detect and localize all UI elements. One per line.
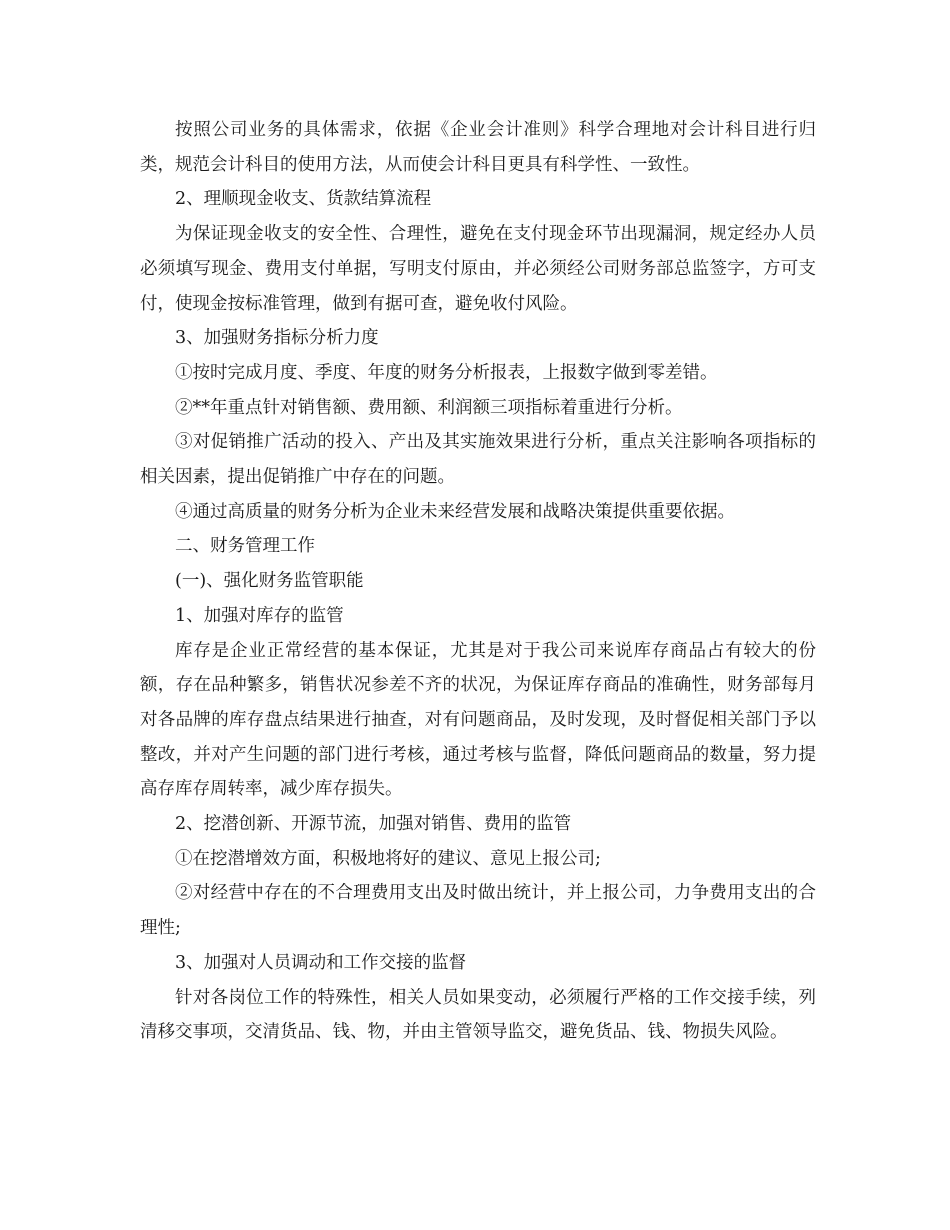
paragraph-cash-flow: 为保证现金收支的安全性、合理性，避免在支付现金环节出现漏洞，规定经办人员必须填写现金、费用支付单据，写明支付原由，并必须经公司财务部总监签字，方可支付，使现金按标准管理，做到有据可查，避免收付风险。 xyxy=(140,224,816,314)
list-item-analysis-4: ④通过高质量的财务分析为企业未来经营发展和战略决策提供重要依据。 xyxy=(175,501,735,522)
heading-sales-expense: 2、挖潜创新、开源节流，加强对销售、费用的监管 xyxy=(175,814,572,835)
heading-personnel: 3、加强对人员调动和工作交接的监督 xyxy=(175,952,467,973)
heading-financial-analysis: 3、加强财务指标分析力度 xyxy=(175,328,379,349)
list-item-sales-1: ①在挖潜增效方面，积极地将好的建议、意见上报公司; xyxy=(175,848,601,869)
paragraph-personnel: 针对各岗位工作的特殊性，相关人员如果变动，必须履行严格的工作交接手续，列清移交事项，交清货品、钱、物，并由主管领导监交，避免货品、钱、物损失风险。 xyxy=(140,987,816,1043)
section-heading-financial-management: 二、财务管理工作 xyxy=(175,536,315,557)
heading-inventory: 1、加强对库存的监管 xyxy=(175,605,344,626)
heading-cash-flow: 2、理顺现金收支、货款结算流程 xyxy=(175,189,432,210)
paragraph-inventory: 库存是企业正常经营的基本保证，尤其是对于我公司来说库存商品占有较大的份额，存在品种繁多，销售状况参差不齐的状况，为保证库存商品的准确性，财务部每月对各品牌的库存盘点结果进行抽查，对有问题商品，及时发现，及时督促相关部门予以整改，并对产生问题的部门进行考核，通过考核与监督，降低问题商品的数量，努力提高存库存周转率，减少库存损失。 xyxy=(140,640,816,800)
list-item-analysis-3: ③对促销推广活动的投入、产出及其实施效果进行分析，重点关注影响各项指标的相关因素，提出促销推广中存在的问题。 xyxy=(140,432,816,488)
list-item-analysis-2: ②**年重点针对销售额、费用额、利润额三项指标着重进行分析。 xyxy=(175,397,683,418)
paragraph-account-classification: 按照公司业务的具体需求，依据《企业会计准则》科学合理地对会计科目进行归类，规范会计科目的使用方法，从而使会计科目更具有科学性、一致性。 xyxy=(140,120,816,175)
subsection-heading-supervision: (一)、强化财务监管职能 xyxy=(175,571,364,592)
list-item-sales-2: ②对经营中存在的不合理费用支出及时做出统计，并上报公司，力争费用支出的合理性; xyxy=(140,883,816,939)
document-body xyxy=(140,113,816,1050)
list-item-analysis-1: ①按时完成月度、季度、年度的财务分析报表，上报数字做到零差错。 xyxy=(175,362,718,383)
